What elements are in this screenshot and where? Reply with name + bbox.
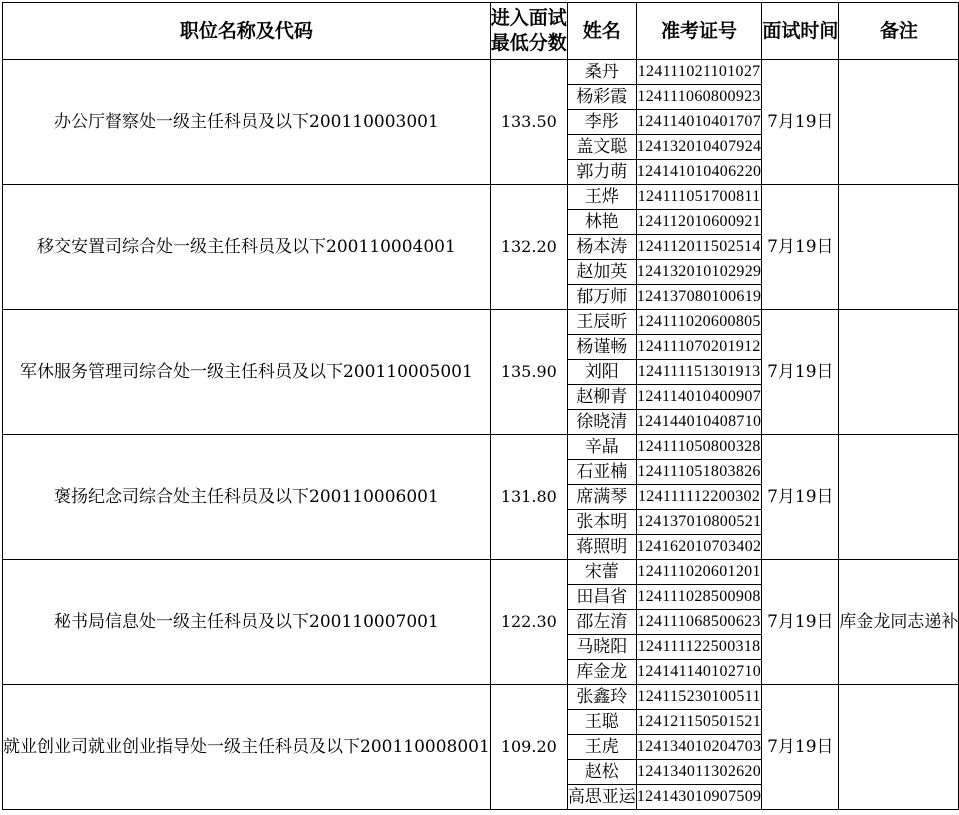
candidate-name: 高思亚运 bbox=[567, 785, 636, 810]
candidate-name: 杨彩霞 bbox=[567, 85, 636, 110]
header-position: 职位名称及代码 bbox=[3, 3, 491, 60]
note-cell: 库金龙同志递补 bbox=[839, 560, 959, 685]
min-score-cell: 133.50 bbox=[490, 60, 567, 185]
ticket-number: 124137080100619 bbox=[636, 285, 762, 310]
ticket-number: 124162010703402 bbox=[636, 535, 762, 560]
ticket-number: 124112011502514 bbox=[636, 235, 762, 260]
interview-list-table bbox=[2, 2, 959, 810]
position-cell: 褒扬纪念司综合处主任科员及以下200110006001 bbox=[3, 435, 491, 560]
candidate-name: 林艳 bbox=[567, 210, 636, 235]
ticket-number: 124143010907509 bbox=[636, 785, 762, 810]
ticket-number: 124111051803826 bbox=[636, 460, 762, 485]
ticket-number: 124112010600921 bbox=[636, 210, 762, 235]
ticket-number: 124141010406220 bbox=[636, 160, 762, 185]
candidate-name: 席满琴 bbox=[567, 485, 636, 510]
candidate-name: 马晓阳 bbox=[567, 635, 636, 660]
header-note: 备注 bbox=[839, 3, 959, 60]
table-row bbox=[3, 60, 959, 85]
note-cell bbox=[839, 435, 959, 560]
ticket-number: 124111050800328 bbox=[636, 435, 762, 460]
ticket-number: 124132010407924 bbox=[636, 135, 762, 160]
candidate-name: 王聪 bbox=[567, 710, 636, 735]
ticket-number: 124132010102929 bbox=[636, 260, 762, 285]
candidate-name: 郭力萌 bbox=[567, 160, 636, 185]
table-row bbox=[3, 435, 959, 460]
note-cell bbox=[839, 185, 959, 310]
candidate-name: 宋蕾 bbox=[567, 560, 636, 585]
table-row bbox=[3, 185, 959, 210]
interview-time-cell: 7月19日 bbox=[762, 310, 839, 435]
candidate-name: 石亚楠 bbox=[567, 460, 636, 485]
position-cell: 军休服务管理司综合处一级主任科员及以下200110005001 bbox=[3, 310, 491, 435]
ticket-number: 124111151301913 bbox=[636, 360, 762, 385]
candidate-name: 王虎 bbox=[567, 735, 636, 760]
candidate-name: 盖文聪 bbox=[567, 135, 636, 160]
position-cell: 秘书局信息处一级主任科员及以下200110007001 bbox=[3, 560, 491, 685]
candidate-name: 李彤 bbox=[567, 110, 636, 135]
ticket-number: 124111070201912 bbox=[636, 335, 762, 360]
header-name: 姓名 bbox=[567, 3, 636, 60]
candidate-name: 刘阳 bbox=[567, 360, 636, 385]
candidate-name: 邵左淯 bbox=[567, 610, 636, 635]
ticket-number: 124134010204703 bbox=[636, 735, 762, 760]
ticket-number: 124144010408710 bbox=[636, 410, 762, 435]
ticket-number: 124111060800923 bbox=[636, 85, 762, 110]
ticket-number: 124111021101027 bbox=[636, 60, 762, 85]
candidate-name: 郁万师 bbox=[567, 285, 636, 310]
candidate-name: 王辰昕 bbox=[567, 310, 636, 335]
ticket-number: 124111068500623 bbox=[636, 610, 762, 635]
note-cell bbox=[839, 685, 959, 810]
candidate-name: 杨谨畅 bbox=[567, 335, 636, 360]
table-row bbox=[3, 685, 959, 710]
interview-time-cell: 7月19日 bbox=[762, 185, 839, 310]
ticket-number: 124114010401707 bbox=[636, 110, 762, 135]
ticket-number: 124137010800521 bbox=[636, 510, 762, 535]
ticket-number: 124111028500908 bbox=[636, 585, 762, 610]
candidate-name: 杨本涛 bbox=[567, 235, 636, 260]
interview-time-cell: 7月19日 bbox=[762, 435, 839, 560]
candidate-name: 辛晶 bbox=[567, 435, 636, 460]
table-header bbox=[3, 3, 959, 60]
interview-time-cell: 7月19日 bbox=[762, 60, 839, 185]
candidate-name: 库金龙 bbox=[567, 660, 636, 685]
candidate-name: 张本明 bbox=[567, 510, 636, 535]
min-score-cell: 132.20 bbox=[490, 185, 567, 310]
min-score-cell: 135.90 bbox=[490, 310, 567, 435]
header-min-score-line2: 最低分数 bbox=[490, 32, 567, 54]
ticket-number: 124111020600805 bbox=[636, 310, 762, 335]
min-score-cell: 109.20 bbox=[490, 685, 567, 810]
ticket-number: 124134011302620 bbox=[636, 760, 762, 785]
ticket-number: 124111020601201 bbox=[636, 560, 762, 585]
header-min-score bbox=[490, 3, 567, 60]
header-row bbox=[3, 3, 959, 60]
position-cell: 办公厅督察处一级主任科员及以下200110003001 bbox=[3, 60, 491, 185]
interview-time-cell: 7月19日 bbox=[762, 560, 839, 685]
candidate-name: 王烨 bbox=[567, 185, 636, 210]
ticket-number: 124111051700811 bbox=[636, 185, 762, 210]
candidate-name: 桑丹 bbox=[567, 60, 636, 85]
table-row bbox=[3, 560, 959, 585]
candidate-name: 赵柳青 bbox=[567, 385, 636, 410]
candidate-name: 赵加英 bbox=[567, 260, 636, 285]
ticket-number: 124111112200302 bbox=[636, 485, 762, 510]
min-score-cell: 131.80 bbox=[490, 435, 567, 560]
candidate-name: 田昌省 bbox=[567, 585, 636, 610]
position-cell: 移交安置司综合处一级主任科员及以下200110004001 bbox=[3, 185, 491, 310]
candidate-name: 蒋照明 bbox=[567, 535, 636, 560]
note-cell bbox=[839, 60, 959, 185]
header-min-score-line1: 进入面试 bbox=[490, 7, 567, 29]
note-cell bbox=[839, 310, 959, 435]
candidate-name: 张鑫玲 bbox=[567, 685, 636, 710]
header-ticket: 准考证号 bbox=[636, 3, 762, 60]
table-row bbox=[3, 310, 959, 335]
min-score-cell: 122.30 bbox=[490, 560, 567, 685]
interview-time-cell: 7月19日 bbox=[762, 685, 839, 810]
ticket-number: 124121150501521 bbox=[636, 710, 762, 735]
header-time: 面试时间 bbox=[762, 3, 839, 60]
candidate-name: 赵松 bbox=[567, 760, 636, 785]
ticket-number: 124111122500318 bbox=[636, 635, 762, 660]
candidate-name: 徐晓清 bbox=[567, 410, 636, 435]
ticket-number: 124141140102710 bbox=[636, 660, 762, 685]
ticket-number: 124115230100511 bbox=[636, 685, 762, 710]
position-cell: 就业创业司就业创业指导处一级主任科员及以下200110008001 bbox=[3, 685, 491, 810]
table-body bbox=[3, 60, 959, 810]
ticket-number: 124114010400907 bbox=[636, 385, 762, 410]
